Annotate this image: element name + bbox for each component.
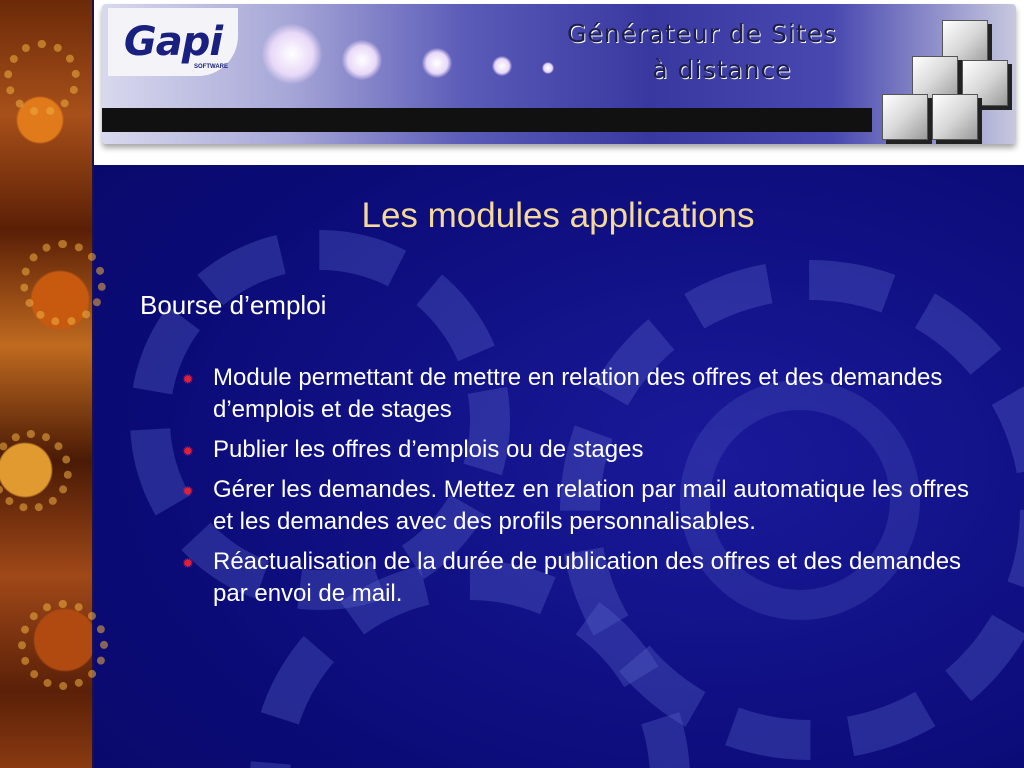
banner-title-line2: à distance (652, 55, 792, 84)
gear-icon (18, 600, 108, 690)
bullet-list (180, 362, 980, 618)
decorative-circle (342, 40, 382, 80)
left-decorative-strip (0, 0, 94, 768)
decorative-circle (422, 48, 452, 78)
bullet-item (180, 546, 980, 610)
slide-title: Les modules applications (361, 196, 755, 235)
banner-black-bar (102, 108, 872, 132)
bullet-text: Réactualisation de la durée de publication des offres et des demandes par envoi de mail. (213, 548, 962, 607)
cubes-icon (882, 16, 1012, 141)
asterisk-bullet-icon: ✹ (182, 443, 194, 459)
asterisk-bullet-icon: ✹ (182, 555, 194, 571)
logo-subtext: SOFTWARE (194, 64, 228, 70)
header-banner (94, 0, 1024, 165)
logo-text: Gapi (123, 19, 223, 65)
decorative-circle (262, 24, 322, 84)
gapi-logo (108, 8, 238, 76)
bullet-item (180, 474, 980, 538)
cube-shape (932, 94, 978, 140)
bullet-item (180, 362, 980, 426)
gear-icon (20, 240, 106, 326)
bullet-text: Publier les offres d’emplois ou de stages (213, 436, 644, 463)
gear-icon (4, 40, 80, 116)
banner-title (502, 16, 902, 88)
banner-graphic (102, 4, 1016, 144)
asterisk-bullet-icon: ✹ (182, 483, 194, 499)
bullet-text: Module permettant de mettre en relation des offres et des demandes d’emplois et de stages (213, 364, 943, 423)
cube-shape (882, 94, 928, 140)
banner-title-line1: Générateur de Sites (566, 19, 838, 48)
asterisk-bullet-icon: ✹ (182, 371, 194, 387)
bullet-item (180, 434, 980, 466)
bullet-text: Gérer les demandes. Mettez en relation par mail automatique les offres et les demandes avec des profils personnalisables. (213, 476, 969, 535)
gear-icon (0, 430, 72, 512)
slide-subtitle: Bourse d’emploi (140, 290, 327, 320)
